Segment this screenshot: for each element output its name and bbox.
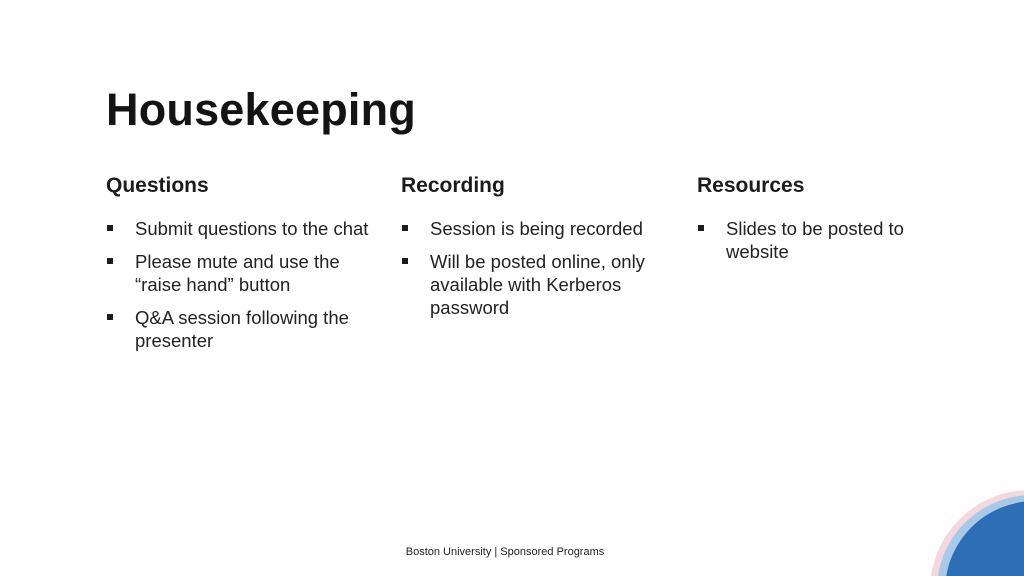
column-resources: [697, 172, 967, 273]
bullet-text: Will be posted online, only available with Kerberos password: [430, 251, 645, 318]
list-item: [401, 217, 671, 240]
slide-footer: Boston University | Sponsored Programs: [405, 546, 605, 558]
square-bullet-icon: [107, 225, 113, 231]
bullet-text: Submit questions to the chat: [135, 218, 369, 239]
list-item: [106, 217, 376, 240]
list-item: [401, 250, 671, 319]
square-bullet-icon: [107, 258, 113, 264]
bullet-text: Session is being recorded: [430, 218, 643, 239]
bullet-text: Q&A session following the presenter: [135, 307, 349, 351]
column-questions: [106, 172, 376, 362]
list-item: [106, 250, 376, 296]
column-recording: [401, 172, 671, 329]
square-bullet-icon: [402, 258, 408, 264]
column-heading: Questions: [106, 174, 209, 197]
bullet-list: [401, 217, 671, 319]
list-item: [697, 217, 967, 263]
column-heading: Resources: [697, 174, 805, 197]
square-bullet-icon: [698, 225, 704, 231]
square-bullet-icon: [107, 314, 113, 320]
column-heading: Recording: [401, 174, 505, 197]
square-bullet-icon: [402, 225, 408, 231]
slide-title: Housekeeping: [106, 84, 416, 135]
bullet-text: Please mute and use the “raise hand” button: [135, 251, 340, 295]
decorative-circle-icon: [930, 490, 1024, 576]
bullet-text: Slides to be posted to website: [726, 218, 904, 262]
bullet-list: [106, 217, 376, 352]
bullet-list: [697, 217, 967, 263]
list-item: [106, 306, 376, 352]
